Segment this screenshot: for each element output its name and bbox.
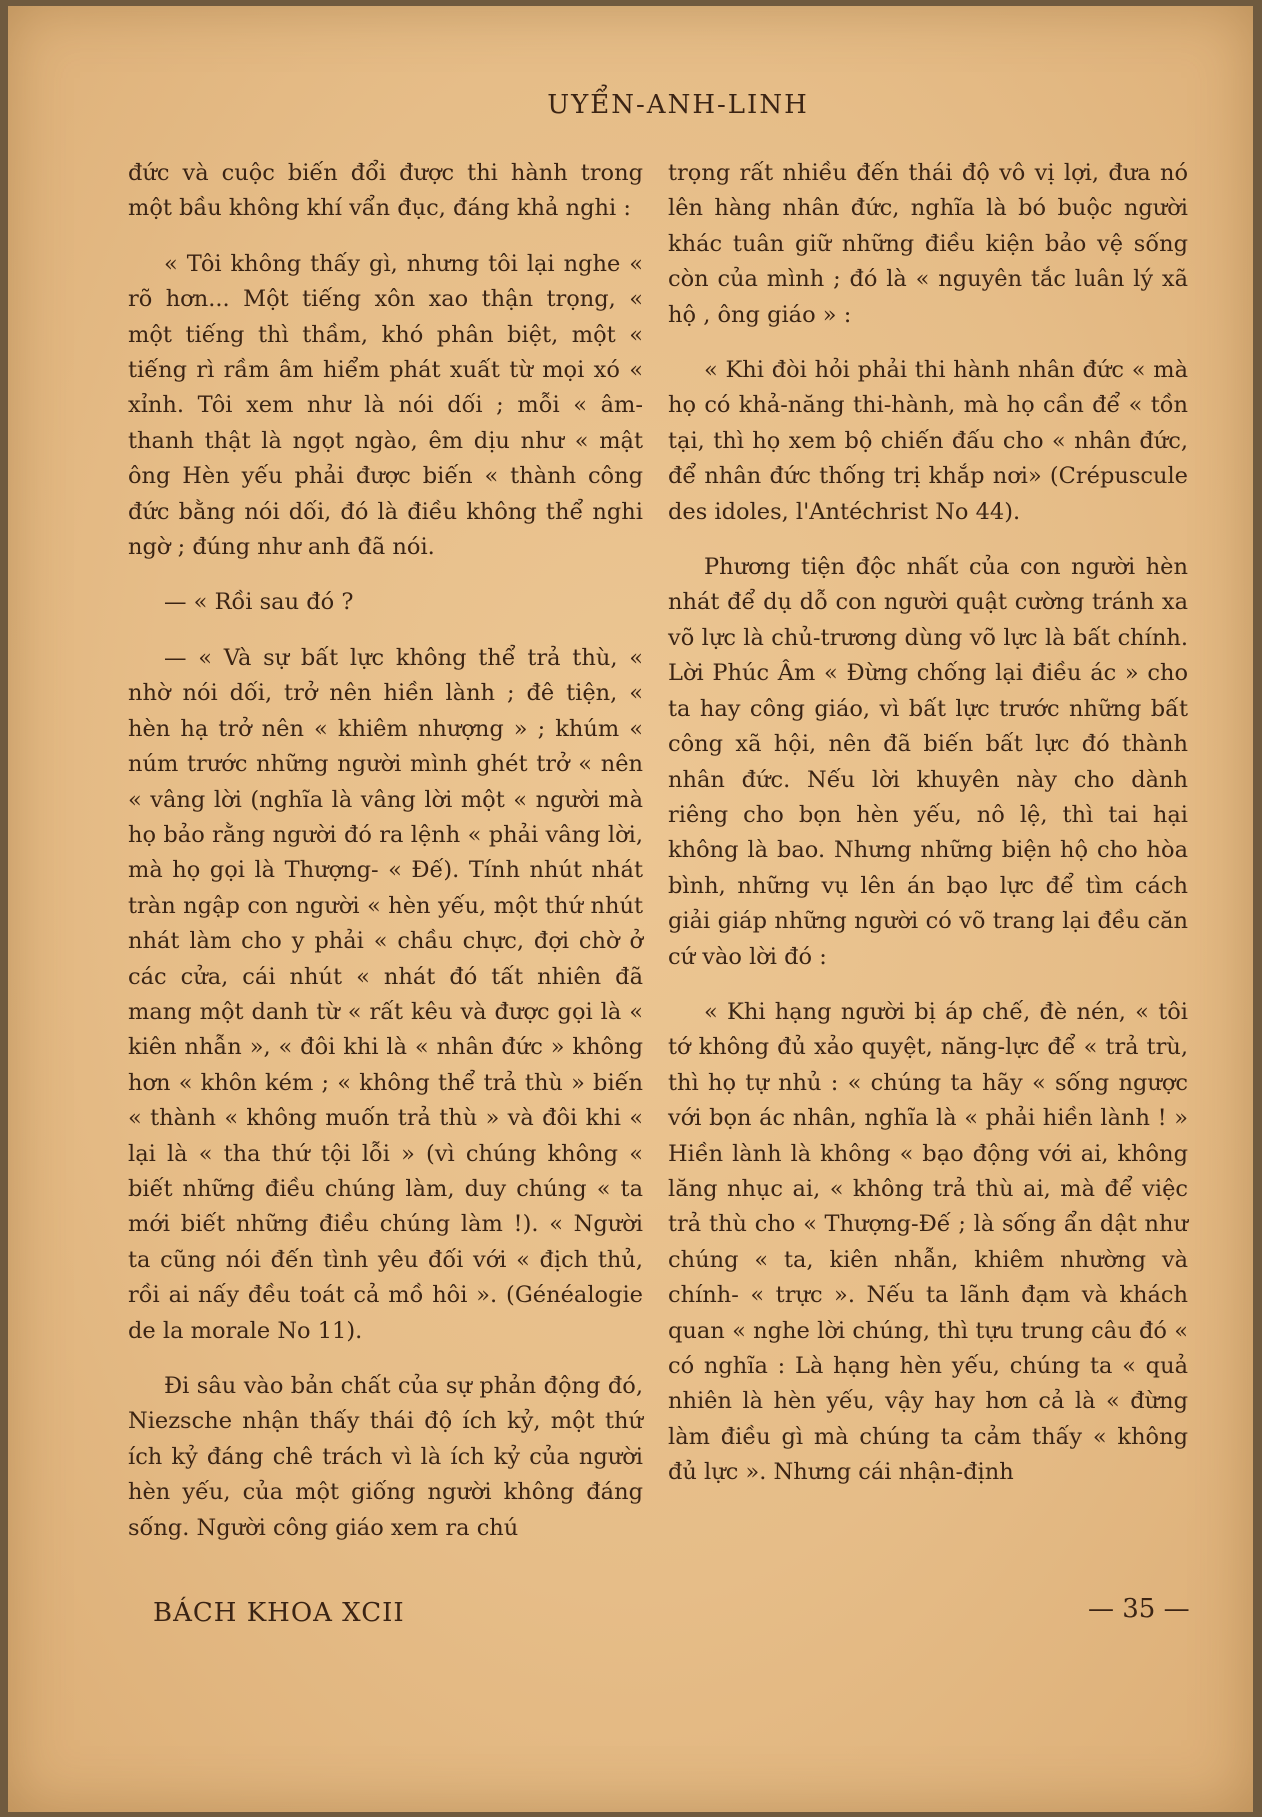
page-number: — 35 — — [1088, 1594, 1190, 1624]
right-paragraph-2: Phương tiện độc nhất của con người hèn nhát để dụ dỗ con người quật cường tránh xa võ lực là chủ-trương dùng võ lực là bất chính. Lời Phúc Âm « Đừng chống lại điều ác » cho ta hay công giáo, vì bất lực trước những bất công xã hội, nên đã biến bất lực đó thành nhân đức. Nếu lời khuyên này cho dành riêng cho bọn hèn yếu, nô lệ, thì tai hại không là bao. Nhưng những biện hộ cho hòa bình, những vụ lên án bạo lực để tìm cách giải giáp những người có võ trang lại đều căn cứ vào lời đó : — [668, 554, 1188, 970]
left-column — [128, 156, 643, 1546]
magazine-footer: BÁCH KHOA XCII — [153, 1598, 405, 1628]
right-quote-2: « Khi hạng người bị áp chế, đè nén, « tôi tớ không đủ xảo quyệt, năng-lực để « trả trù, thì họ tự nhủ : « chúng ta hãy « sống ngược với bọn ác nhân, nghĩa là « phải hiền lành ! » Hiền lành là không « bạo động với ai, không lăng nhục ai, « không trả thù ai, mà để việc trả thù cho « Thượng-Đế ; là sống ẩn dật như chúng « ta, kiên nhẫn, khiêm nhường và chính- « trực ». Nếu ta lãnh đạm và khách quan « nghe lời chúng, thì tựu trung câu đó « có nghĩa : Là hạng hèn yếu, chúng ta « quả nhiên là hèn yếu, vậy hay hơn cả là « đừng làm điều gì mà chúng ta cảm thấy « không đủ lực ». Nhưng cái nhận-định — [668, 998, 1188, 1486]
running-header: UYỂN-ANH-LINH — [547, 90, 809, 120]
left-paragraph-1: đức và cuộc biến đổi được thi hành trong một bầu không khí vẩn đục, đáng khả nghi : — [128, 160, 643, 222]
right-column — [668, 156, 1188, 1491]
right-quote-1: « Khi đòi hỏi phải thi hành nhân đức « mà họ có khả-năng thi-hành, mà họ cần để « tồn tại, thì họ xem bộ chiến đấu cho « nhân đức, để nhân đức thống trị khắp nơi» (Crépuscule des idoles, l'Antéchrist No 44). — [668, 357, 1188, 525]
left-quote-2: — « Và sự bất lực không thể trả thù, « nhờ nói dối, trở nên hiền lành ; đê tiện, « hèn hạ trở nên « khiêm nhượng » ; khúm « núm trước những người mình ghét trở « nên « vâng lời (nghĩa là vâng lời một « người mà họ bảo rằng người đó ra lệnh « phải vâng lời, mà họ gọi là Thượng- « Đế). Tính nhút nhát tràn ngập con người « hèn yếu, một thứ nhút nhát làm cho y phải « chầu chực, đợi chờ ở các cửa, cái nhút « nhát đó tất nhiên đã mang một danh từ « rất kêu và được gọi là « kiên nhẫn », « đôi khi là « nhân đức » không hơn « khôn kém ; « không thể trả thù » biến « thành « không muốn trả thù » và đôi khi « lại là « tha thứ tội lỗi » (vì chúng không « biết những điều chúng làm, duy chúng « ta mới biết những điều chúng làm !). « Người ta cũng nói đến tình yêu đối với « địch thủ, rồi ai nấy đều toát cả mồ hôi ». (Généalogie de la morale No 11). — [128, 644, 643, 1344]
left-paragraph-2: Đi sâu vào bản chất của sự phản động đó, Niezsche nhận thấy thái độ ích kỷ, một thứ ích kỷ đáng chê trách vì là ích kỷ của người hèn yếu, của một giống người không đáng sống. Người công giáo xem ra chú — [128, 1373, 643, 1541]
left-quote-1: « Tôi không thấy gì, nhưng tôi lại nghe « rõ hơn... Một tiếng xôn xao thận trọng, « một tiếng thì thầm, khó phân biệt, một « tiếng rì rầm âm hiểm phát xuất từ mọi xó « xỉnh. Tôi xem như là nói dối ; mỗi « âm-thanh thật là ngọt ngào, êm dịu như « mật ông Hèn yếu phải được biến « thành công đức bằng nói dối, đó là điều không thể nghi ngờ ; đúng như anh đã nói. — [128, 250, 643, 561]
right-paragraph-1: trọng rất nhiều đến thái độ vô vị lợi, đưa nó lên hàng nhân đức, nghĩa là bó buộc người khác tuân giữ những điều kiện bảo vệ sống còn của mình ; đó là « nguyên tắc luân lý xã hộ , ông giáo » : — [668, 160, 1188, 328]
left-dialogue-question: — « Rồi sau đó ? — [164, 589, 354, 616]
document-page — [8, 6, 1253, 1812]
